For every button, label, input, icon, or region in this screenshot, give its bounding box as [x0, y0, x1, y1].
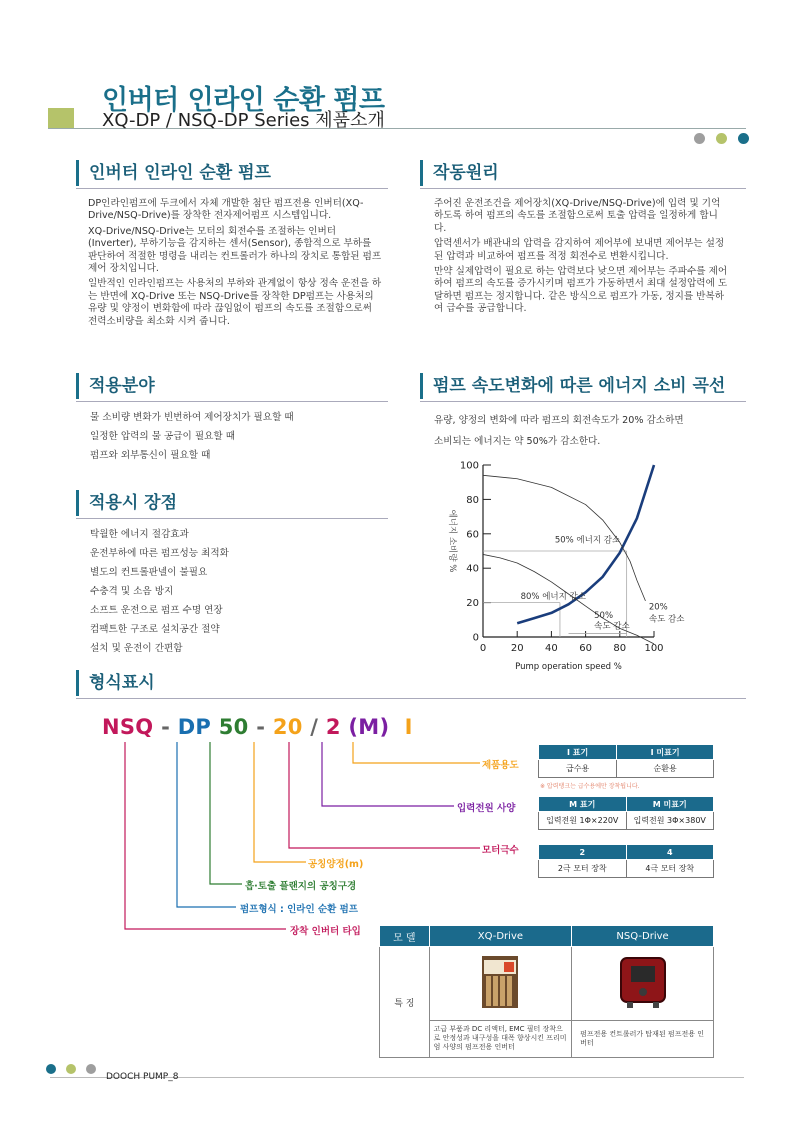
table-header: 4 — [626, 845, 714, 860]
energy-line: 유량, 양정의 변화에 따라 펌프의 회전속도가 20% 감소하면 — [434, 415, 684, 426]
model-code-part: NSQ — [102, 715, 154, 739]
page-subtitle: XQ-DP / NSQ-DP Series 제품소개 — [102, 110, 385, 131]
footer-dot-green — [66, 1064, 76, 1074]
chart-annotation: 50% 에너지 감소 — [554, 535, 621, 546]
footer-dot-teal — [46, 1064, 56, 1074]
list-item: 컴팩트한 구조로 설치공간 절약 — [90, 624, 220, 635]
model-row-label: 특 징 — [380, 947, 430, 1058]
principle-paragraph: 압력센서가 배관내의 압력을 감지하여 제어부에 보내면 제어부는 설정된 압력과 비교하여 펌프를 적정 회전수로 변환시킵니다. — [434, 238, 725, 262]
nsq-drive-description: 펌프전용 컨트롤러가 탑재된 펌프전용 인버터 — [572, 1020, 714, 1057]
x-tick-label: 20 — [510, 643, 524, 654]
usage-note: ※ 압력탱크는 급수용에만 장착됩니다. — [540, 783, 640, 790]
table-cell: 4극 모터 장착 — [626, 860, 714, 878]
table-header: M 미표기 — [626, 797, 714, 812]
table-cell: 급수용 — [539, 760, 617, 778]
x-tick-label: 100 — [644, 643, 664, 654]
label-type: 펌프형식 : 인라인 순환 펌프 — [240, 904, 358, 915]
model-code-part: 20 — [272, 715, 303, 739]
model-code-part: / — [302, 715, 326, 739]
xq-drive-description: 고급 부품과 DC 리액터, EMC 필터 장착으로 안정성과 내구성을 대폭 향상시킨 프리미엄 사양의 펌프전용 인버터 — [429, 1020, 571, 1057]
list-item: 별도의 컨트롤판넬이 불필요 — [90, 567, 208, 578]
label-usage: 제품용도 — [482, 760, 519, 771]
table-cell: 입력전원 1Φ×220V — [539, 812, 627, 830]
table-header: 2 — [539, 845, 627, 860]
principle-paragraph: 만약 실제압력이 필요로 하는 압력보다 낮으면 제어부는 주파수를 제어하여 펌프의 속도를 증가시키며 펌프가 가동하면서 최대 설정압력에 도달하면 펌프는 정지합니다. 같은 방식으로 펌프가 가동, 정지를 반복하여 급수를 공급합니다. — [434, 266, 728, 315]
xq-drive-product-image — [480, 954, 520, 1010]
label-head: 공칭양정(m) — [308, 859, 364, 870]
label-flange: 흡·토출 플랜지의 공칭구경 — [245, 881, 357, 892]
model-code-part: 2 — [325, 715, 341, 739]
table-cell: 순환용 — [617, 760, 714, 778]
model-code-part: - — [248, 715, 273, 739]
intro-paragraph: XQ-Drive/NSQ-Drive는 모터의 회전수를 조절하는 인버터(Inverter), 부하기능을 감지하는 센서(Sensor), 종합적으로 부하를 판단하여 적절한 명령을 내리는 컨트롤러가 하나의 장치로 통합된 펌프제어 장치입니다. — [88, 225, 382, 275]
x-axis-label: Pump operation speed % — [515, 662, 622, 672]
footer-dot-gray — [86, 1064, 96, 1074]
principle-paragraph: 주어진 운전조건을 제어장치(XQ-Drive/NSQ-Drive)에 입력 및 기억하도록 하여 펌프의 속도를 조절함으로써 토출 압력을 일정하게 합니다. — [434, 198, 721, 234]
table-cell: 2극 모터 장착 — [539, 860, 627, 878]
y-tick-label: 20 — [466, 598, 479, 610]
footer-page-label: DOOCH PUMP_8 — [106, 1072, 179, 1082]
model-code-part: I — [389, 715, 413, 739]
table-cell: 입력전원 3Φ×380V — [626, 812, 714, 830]
model-code-part: (M) — [340, 715, 390, 739]
model-table-header: 모 델 — [380, 926, 430, 947]
chart-annotation: 80% 에너지 감소 — [520, 592, 586, 603]
y-axis-label: 에너지 소비량 % — [447, 509, 457, 573]
table-header: M 표기 — [539, 797, 627, 812]
list-item: 소프트 운전으로 펌프 수명 연장 — [90, 605, 223, 616]
y-tick-label: 0 — [472, 632, 479, 644]
intro-paragraph: 일반적인 인라인펌프는 사용처의 부하와 관계없이 항상 정속 운전을 하는 반면에 XQ-Drive 또는 NSQ-Drive를 장착한 DP펌프는 사용처의 유량 및 양정이 변화함에 따라 끊임없이 펌프의 속도를 조절함으로써 전력소비량을 최소화 시켜 줍니다. — [88, 278, 382, 327]
chart-annotation: 50% — [594, 611, 614, 622]
list-item: 탁월한 에너지 절감효과 — [90, 529, 189, 540]
nsq-drive-product-image — [617, 954, 669, 1010]
table-header: I 미표기 — [617, 745, 714, 760]
model-table — [379, 925, 714, 1058]
section-heading-application: 적용분야 — [76, 373, 155, 399]
list-item: 물 소비량 변화가 빈번하여 제어장치가 필요할 때 — [90, 412, 294, 423]
x-tick-label: 80 — [613, 643, 627, 654]
model-code-part: 50 — [211, 715, 249, 739]
y-tick-label: 80 — [466, 494, 479, 506]
list-item: 운전부하에 따른 펌프성능 최적화 — [90, 548, 229, 559]
model-table-header: NSQ-Drive — [572, 926, 714, 947]
xq-drive-image-cell — [429, 947, 571, 1021]
list-item: 설치 및 운전이 간편함 — [90, 643, 183, 654]
y-tick-label: 40 — [466, 563, 479, 575]
poles-table — [538, 844, 714, 878]
x-tick-label: 40 — [545, 643, 558, 654]
model-code-part: DP — [177, 715, 212, 739]
section-heading-principle: 작동원리 — [420, 160, 499, 186]
chart-annotation: 속도 감소 — [594, 621, 630, 632]
model-table-header: XQ-Drive — [429, 926, 571, 947]
intro-paragraph: DP인라인펌프에 두크에서 자체 개발한 첨단 펌프전용 인버터(XQ-Drive/NSQ-Drive)를 장착한 전자제어펌프 시스템입니다. — [88, 198, 364, 222]
section-heading-intro: 인버터 인라인 순환 펌프 — [76, 160, 271, 186]
chart-annotation: 속도 감소 — [648, 614, 685, 625]
power-table — [538, 796, 714, 830]
chart-annotation: 20% — [648, 602, 668, 613]
label-poles: 모터극수 — [482, 845, 519, 856]
list-item: 일정한 압력의 물 공급이 필요할 때 — [90, 431, 235, 442]
y-tick-label: 100 — [459, 460, 479, 472]
usage-table — [538, 744, 714, 778]
section-heading-advantages: 적용시 장점 — [76, 490, 177, 516]
page-title: 인버터 인라인 순환 펌프 — [102, 85, 385, 116]
x-tick-label: 0 — [479, 643, 487, 654]
y-tick-label: 60 — [466, 529, 479, 541]
list-item: 수충격 및 소음 방지 — [90, 586, 174, 597]
nsq-drive-image-cell — [572, 947, 714, 1021]
table-header: I 표기 — [539, 745, 617, 760]
energy-line: 소비되는 에너지는 약 50%가 감소한다. — [434, 436, 601, 447]
model-code-part: - — [153, 715, 178, 739]
x-tick-label: 60 — [579, 643, 592, 654]
label-inverter: 장착 인버터 타입 — [290, 926, 361, 937]
section-heading-energy: 펌프 속도변화에 따른 에너지 소비 곡선 — [420, 373, 725, 399]
list-item: 펌프와 외부통신이 필요할 때 — [90, 450, 211, 461]
section-heading-model: 형식표시 — [76, 670, 155, 696]
label-power: 입력전원 사양 — [457, 803, 516, 814]
